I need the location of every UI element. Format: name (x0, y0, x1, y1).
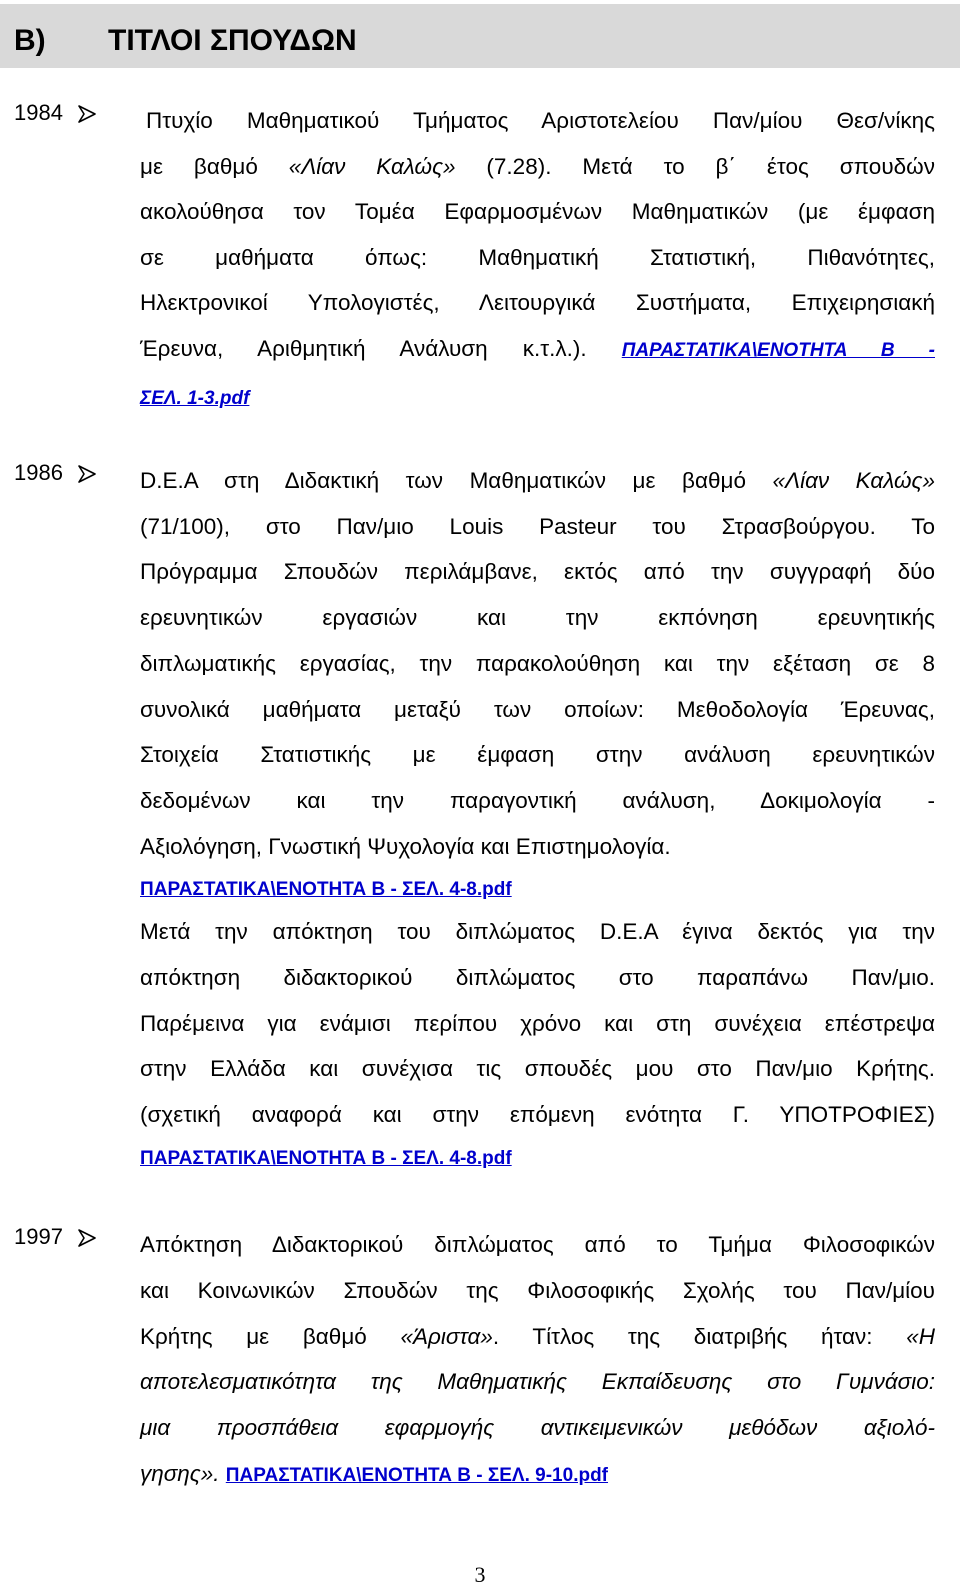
text-line: και Κοινωνικών Σπουδών της Φιλοσοφικής Σχολής του Παν/μίου (140, 1277, 935, 1303)
text-line: Μετά την απόκτηση του διπλώματος D.E.A έγινα δεκτός για την (140, 919, 935, 945)
text-line (140, 1314, 935, 1360)
document-link[interactable]: ΣΕΛ. 1-3.pdf (140, 387, 250, 409)
text-line (140, 1138, 935, 1178)
document-link[interactable]: ΠΑΡΑΣΤΑΤΙΚΑ\ΕΝΟΤΗΤΑ Β - ΣΕΛ. 4-8.pdf (140, 879, 512, 901)
entry-year: 1984 (14, 100, 63, 125)
text-line (140, 1451, 935, 1499)
text-line: απόκτηση διδακτορικού διπλώματος στο παραπάνω Παν/μιο. (140, 965, 935, 991)
text-fragment: με (140, 153, 163, 179)
text-fragment: Έρευνα, Αριθμητική Ανάλυση κ.τ.λ.). (140, 335, 587, 361)
text-fragment: (7.28). Μετά το β΄ έτος σπουδών (486, 153, 935, 179)
document-link[interactable]: ΠΑΡΑΣΤΑΤΙΚΑ\ΕΝΟΤΗΤΑ Β - (621, 339, 935, 361)
text-line: διπλωματικής εργασίας, την παρακολούθηση και την εξέταση σε 8 (140, 650, 935, 676)
text-fragment: Κρήτης με βαθμό (140, 1323, 367, 1349)
text-line: Αξιολόγηση, Γνωστική Ψυχολογία και Επιστημολογία. (140, 833, 671, 859)
text-line (140, 326, 935, 374)
text-line (140, 144, 935, 190)
section-heading-bar (0, 4, 960, 68)
text-line: Πρόγραμμα Σπουδών περιλάμβανε, εκτός από την συγγραφή δύο (140, 559, 935, 585)
entry-description (140, 458, 935, 1178)
document-link[interactable]: ΠΑΡΑΣΤΑΤΙΚΑ\ΕΝΟΤΗΤΑ Β - ΣΕΛ. 9-10.pdf (225, 1464, 609, 1486)
grade-text: «Άριστα» (400, 1323, 493, 1349)
text-line: συνολικά μαθήματα μεταξύ των οποίων: Μεθοδολογία Έρευνας, (140, 696, 935, 722)
arrow-bullet-icon (78, 465, 96, 483)
text-line: δεδομένων και την παραγοντική ανάλυση, Δοκιμολογία - (140, 787, 935, 813)
text-line (140, 458, 935, 504)
text-line: Στοιχεία Στατιστικής με έμφαση στην ανάλυση ερευνητικών (140, 742, 935, 768)
page-number: 3 (474, 1562, 486, 1587)
text-line (140, 869, 935, 909)
text-fragment: βαθμό (193, 153, 258, 179)
thesis-title-start: «Η (906, 1323, 935, 1349)
text-line: σε μαθήματα όπως: Μαθηματική Στατιστική, Πιθανότητες, (140, 244, 935, 270)
section-title: ΤΙΤΛΟΙ ΣΠΟΥΔΩΝ (108, 24, 357, 57)
text-line: Παρέμεινα για ενάμισι περίπου χρόνο και στη συνέχεια επέστρεψα (140, 1010, 935, 1036)
text-fragment: . Τίτλος της διατριβής ήταν: (492, 1323, 873, 1349)
arrow-bullet-icon (78, 1229, 96, 1247)
thesis-title-end: γησης». (140, 1460, 220, 1486)
thesis-title-line: αποτελεσματικότητα της Μαθηματικής Εκπαίδευσης στο Γυμνάσιο: (140, 1369, 935, 1395)
text-line: ερευνητικών εργασιών και την εκπόνηση ερευνητικής (140, 605, 935, 631)
text-line: Ηλεκτρονικοί Υπολογιστές, Λειτουργικά Συστήματα, Επιχειρησιακή (140, 290, 935, 316)
section-label: B) (14, 24, 46, 57)
text-line: ακολούθησα τον Τομέα Εφαρμοσμένων Μαθηματικών (με έμφαση (140, 199, 935, 225)
entry-description (140, 1222, 935, 1499)
grade-text: «Λίαν Καλώς» (772, 468, 935, 493)
text-line: (σχετική αναφορά και στην επόμενη ενότητα Γ. ΥΠΟΤΡΟΦΙΕΣ) (140, 1102, 935, 1128)
entry-year: 1997 (14, 1224, 63, 1249)
grade-text: «Λίαν Καλώς» (288, 153, 456, 179)
text-line: Απόκτηση Διδακτορικού διπλώματος από το Τμήμα Φιλοσοφικών (140, 1232, 935, 1257)
text-line (140, 374, 935, 422)
text-fragment: D.E.A στη Διδακτική των Μαθηματικών με βαθμό (140, 468, 746, 493)
document-link[interactable]: ΠΑΡΑΣΤΑΤΙΚΑ\ΕΝΟΤΗΤΑ Β - ΣΕΛ. 4-8.pdf (140, 1147, 512, 1169)
text-line: στην Ελλάδα και συνέχισα τις σπουδές μου στο Παν/μιο Κρήτης. (140, 1056, 935, 1082)
entry-year: 1986 (14, 460, 63, 485)
entry-description (140, 98, 935, 421)
text-line: (71/100), στο Παν/μιο Louis Pasteur του Στρασβούργου. Το (140, 513, 935, 539)
text-line: Πτυχίο Μαθηματικού Τμήματος Αριστοτελείου Παν/μίου Θεσ/νίκης (146, 108, 935, 133)
thesis-title-line: μια προσπάθεια εφαρμογής αντικειμενικών μεθόδων αξιολό- (140, 1415, 935, 1441)
arrow-bullet-icon (78, 105, 96, 123)
